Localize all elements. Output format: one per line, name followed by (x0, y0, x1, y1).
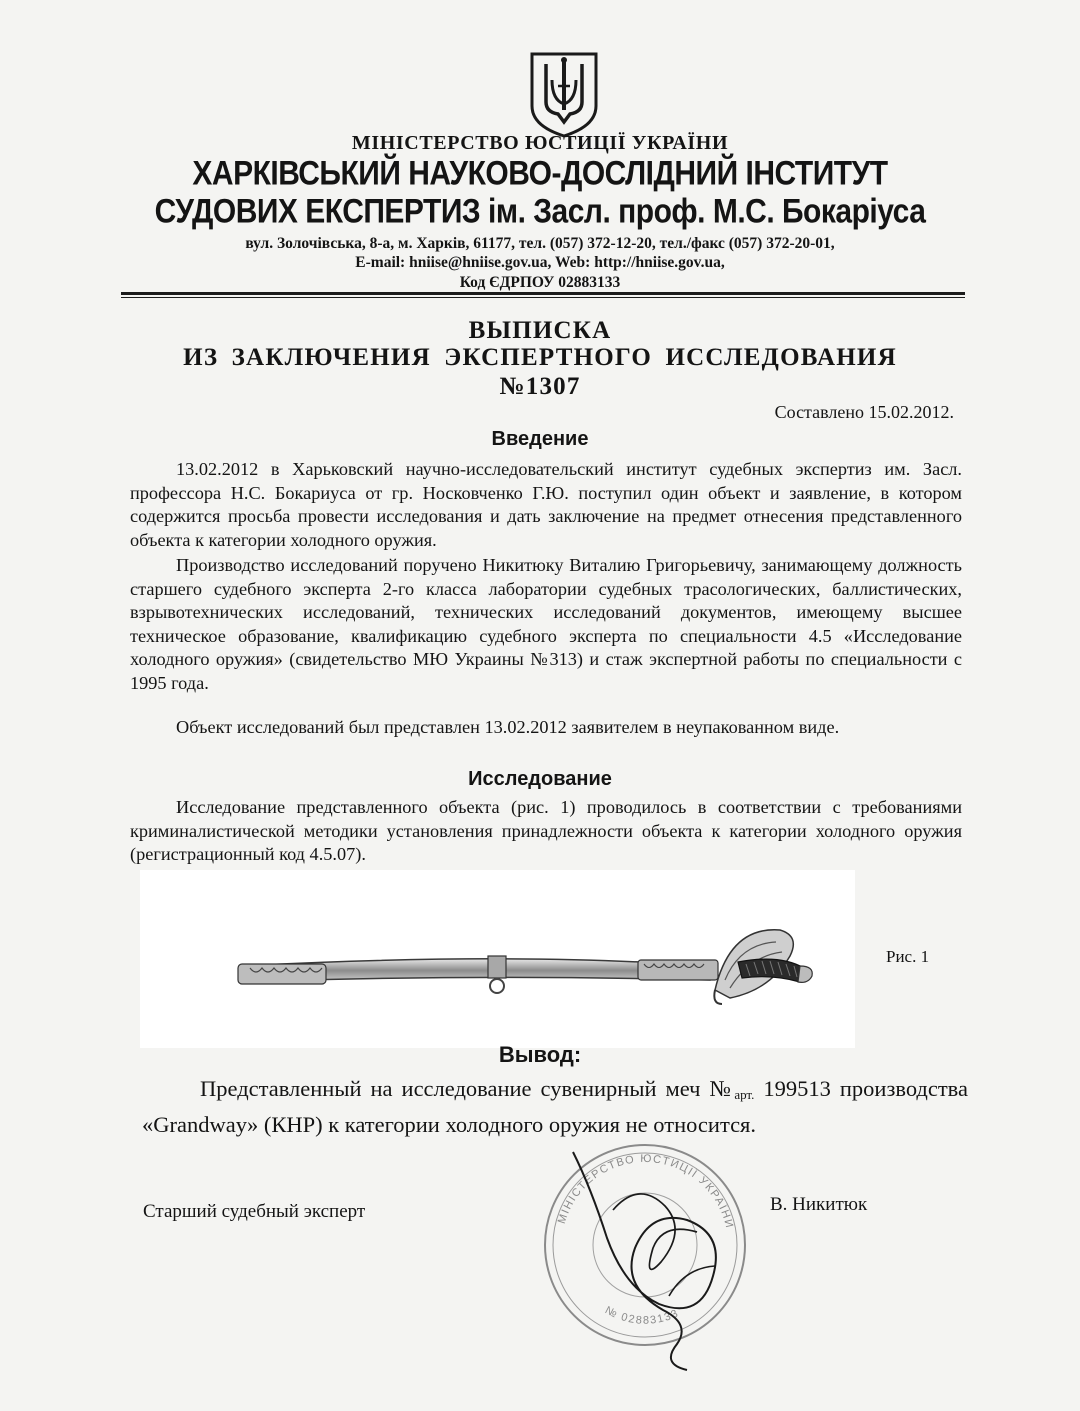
signer-name: В. Никитюк (770, 1194, 868, 1215)
stamp-code-text: № 02883133 (602, 1304, 682, 1327)
institute-name-line2: СУДОВИХ ЕКСПЕРТИЗ ім. Засл. проф. М.С. Бокаріуса (154, 192, 926, 231)
introduction-paragraph-3 (130, 716, 962, 740)
trident-coat-of-arms-icon (528, 50, 600, 138)
sabre-with-scabbard-icon (140, 870, 855, 1048)
document-title: ВЫПИСКА (468, 317, 612, 344)
introduction-paragraph-3-text: Объект исследований был представлен 13.02.2012 заявителем в неупакованном виде. (176, 717, 840, 737)
sabre-figure (140, 870, 855, 1048)
registry-code-line: Код ЄДРПОУ 02883133 (459, 274, 621, 291)
document-subtitle: ИЗ ЗАКЛЮЧЕНИЯ ЭКСПЕРТНОГО ИССЛЕДОВАНИЯ (183, 344, 897, 371)
research-paragraph (130, 796, 962, 867)
research-paragraph-text: Исследование представленного объекта (рис. 1) проводилось в соответствии с требованиями криминалистической методики установления принадлежности объекта к категории холодного оружия (регистрационный код 4.5.07). (130, 797, 962, 865)
document-number: №1307 (499, 373, 581, 400)
figure-caption: Рис. 1 (886, 947, 930, 966)
letterhead-divider (121, 292, 965, 295)
composed-date: Составлено 15.02.2012. (774, 402, 954, 422)
conclusion-paragraph (142, 1074, 968, 1140)
introduction-heading: Введение (491, 428, 589, 450)
institute-name-line1: ХАРКІВСЬКИЙ НАУКОВО-ДОСЛІДНИЙ ІНСТИТУТ (192, 154, 888, 193)
letterhead-divider-thin (121, 297, 965, 298)
conclusion-text-2: 199513 производства «Grandway» (КНР) к категории холодного оружия не относится. (142, 1076, 968, 1137)
conclusion-text-1: Представленный на исследование сувенирный меч № (200, 1076, 735, 1101)
article-subscript: арт. (734, 1087, 755, 1102)
ministry-title: МІНІСТЕРСТВО ЮСТИЦІЇ УКРАЇНИ (351, 132, 729, 154)
introduction-paragraph-1 (130, 458, 962, 552)
stamp-outer-text: МІНІСТЕРСТВО ЮСТИЦІЇ УКРАЇНИ (555, 1152, 736, 1231)
research-heading: Исследование (468, 768, 612, 790)
signer-position: Старший судебный эксперт (143, 1201, 366, 1222)
introduction-paragraph-2-text: Производство исследований поручено Никитюку Виталию Григорьевичу, занимающему должность старшего судебного эксперта 2-го класса лаборатории судебных трасологических, баллистических, взрывотехнических исследований, технических исследований документов, имеющему высшее техническое образование, квалификацию судебного эксперта по специальности 4.5 «Исследование холодного оружия» (свидетельство МЮ Украины №313) и стаж экспертной работы по специальности с 1995 года. (130, 555, 962, 693)
introduction-paragraph-1-text: 13.02.2012 в Харьковский научно-исследовательский институт судебных экспертиз им. Засл. профессора Н.С. Бокариуса от гр. Носковченко Г.Ю. поступил один объект и заявление, в котором содержится просьба провести исследования и дать заключение на предмет отнесения представленного объекта к категории холодного оружия. (130, 459, 962, 550)
address-line: вул. Золочівська, 8-а, м. Харків, 61177, тел. (057) 372-12-20, тел./факс (057) 372-20-01, (245, 235, 835, 252)
handwritten-signature (565, 1148, 725, 1373)
contact-line: E-mail: hniise@hniise.gov.ua, Web: http://hniise.gov.ua, (355, 254, 725, 271)
introduction-paragraph-2 (130, 554, 962, 696)
conclusion-heading: Вывод: (498, 1042, 582, 1067)
